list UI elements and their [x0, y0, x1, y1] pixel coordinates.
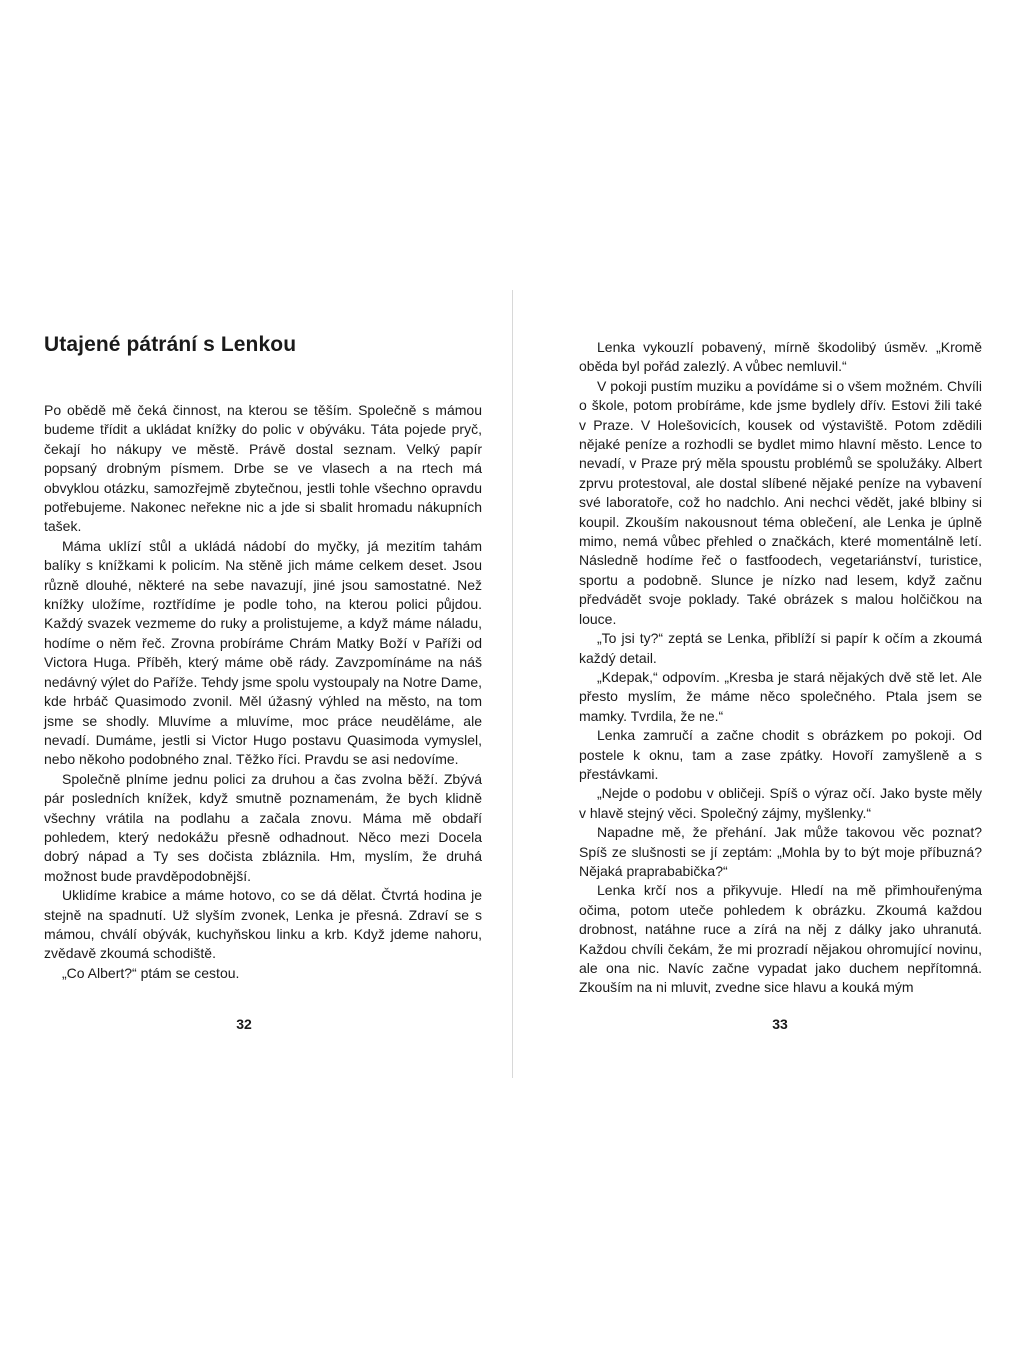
left-page — [44, 330, 482, 983]
paragraph: Po obědě mě čeká činnost, na kterou se těším. Společně s mámou budeme třídit a ukládat knížky do polic v obýváku. Táta pojede pryč, čekají ho nákupy ve městě. Právě dostal seznam. Velký papír popsaný drobným písmem. Drbe se ve vlasech a na rtech má obvyklou otázku, samozřejmě zbytečnou, jestli tohle všechno opravdu potřebujeme. Nakonec neřekne nic a jde si sbalit hromadu nákupních tašek. — [44, 402, 482, 535]
paragraph: „Co Albert?“ ptám se cestou. — [62, 964, 240, 981]
paragraph: Lenka zamručí a začne chodit s obrázkem po pokoji. Od postele k oknu, tam a zase zpátky. Hovoří zamyšleně a s přestávkami. — [579, 727, 982, 782]
paragraph: Uklidíme krabice a máme hotovo, co se dá dělat. Čtvrtá hodina je stejně na spadnutí. Už slyším zvonek, Lenka je přesná. Zdraví se s mámou, chválí obývák, kuchyňskou linku a krb. Když jdeme nahoru, zvědavě zkoumá schodiště. — [44, 887, 482, 962]
paragraph: „To jsi ty?“ zeptá se Lenka, přiblíží si papír k očím a zkoumá každý detail. — [579, 630, 982, 666]
paragraph: „Kdepak,“ odpovím. „Kresba je stará nějakých dvě stě let. Ale přesto myslím, že máme něco společného. Ptala jsem se mamky. Tvrdila, že ne.“ — [579, 668, 982, 724]
page-number-left: 32 — [236, 1016, 252, 1032]
book-gutter — [512, 290, 513, 1078]
paragraph: Napadne mě, že přehání. Jak může takovou věc poznat? Spíš ze slušnosti se jí zeptám: „Mohla by to být moje příbuzná? Nějaká praprababička?“ — [579, 824, 982, 879]
right-page — [579, 330, 982, 998]
paragraph: Lenka vykouzlí pobavený, mírně škodolibý úsměv. „Kromě oběda byl pořád zalezlý. A vůbec nemluvil.“ — [579, 339, 982, 375]
paragraph: V pokoji pustím muziku a povídáme si o všem možném. Chvíli o škole, potom probíráme, kde jsme bydlely dřív. Estovi žili také v Praze. V Holešovicích, kousek od výstaviště. Potom zdědili nějaké peníze a rozhodli se bydlet mimo hlavní město. Lence to nevadí, v Praze prý měla spoustu problémů se spolužáky. Albert zprvu protestoval, ale dostal slíbené nějaké peníze na vybavení své laboratoře, což ho nadchlo. Ani nechci vědět, jaké blbiny si koupil. Zkouším nakousnout téma oblečení, ale Lenka je úplně mimo, nemá vůbec přehled o značkách, které momentálně letí. Následně hodíme řeč o fastfoodech, vegetariánství, turistice, sportu a podobně. Slunce je nízko nad lesem, když začnu předvádět svoje poklady. Také obrázek s malou holčičkou na louce. — [579, 377, 982, 627]
chapter-title: Utajené pátrání s Lenkou — [44, 333, 297, 356]
paragraph: Společně plníme jednu polici za druhou a čas zvolna běží. Zbývá pár posledních knížek, když smutně poznamenám, že bych klidně všechny vrátila na podlahu a začala znovu. Máma mě obdaří pohledem, který nedokážu přesně odhadnout. Něco mezi Docela dobrý nápad a Ty ses dočista zbláznila. Hm, myslím, že druhá možnost bude pravděpodobnější. — [44, 770, 482, 884]
paragraph: Lenka krčí nos a přikyvuje. Hledí na mě přimhouřenýma očima, potom uteče pohledem k obrázku. Zkoumá každou drobnost, natáhne ruce a zírá na něj z dálky jako uhranutá. Každou chvíli čekám, že mi prozradí nějakou ohromující novinu, ale ona nic. Navíc začne vypadat jako duchem nepřítomná. Zkouším na ni mluvit, zvedne sice hlavu a kouká mým — [579, 882, 982, 996]
paragraph: „Nejde o podobu v obličeji. Spíš o výraz očí. Jako byste měly v hlavě stejný věci. Společný zájmy, myšlenky.“ — [579, 785, 982, 821]
paragraph: Máma uklízí stůl a ukládá nádobí do myčky, já mezitím tahám balíky s knížkami k policím. Na stěně jich máme celkem deset. Jsou různě dlouhé, některé na sebe navazují, jiné jsou samostatné. Než knížky uložíme, roztřídíme je podle toho, na kterou polici půjdou. Každý svazek vezmeme do ruky a prolistujeme, a když máme náladu, hodíme o něm řeč. Zrovna probíráme Chrám Matky Boží v Paříži od Victora Huga. Příběh, který máme obě rády. Zavzpomínáme na náš nedávný výlet do Paříže. Tehdy jsme spolu vystoupaly na Notre Dame, kde hrbáč Quasimodo zvonil. Měl úžasný výhled na město, na tom jsme se shodly. Mluvíme a mluvíme, moc práce neuděláme, ale nevadí. Dumáme, jestli si Victor Hugo postavu Quasimoda vymyslel, nebo někoho podobného znal. Těžko říci. Pravdu se asi nedovíme. — [44, 537, 482, 768]
page-number-right: 33 — [772, 1016, 788, 1032]
